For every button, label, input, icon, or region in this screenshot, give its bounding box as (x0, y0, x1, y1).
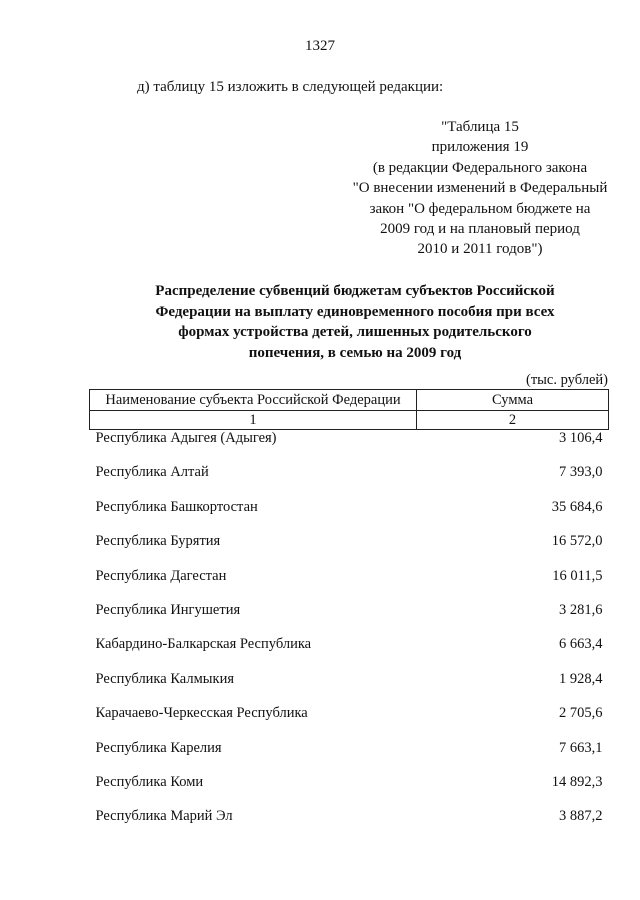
column-number: 2 (417, 411, 609, 430)
amount-cell: 1 928,4 (559, 670, 603, 687)
header-amount: Сумма (417, 390, 609, 411)
amount-cell: 16 572,0 (551, 533, 603, 550)
page-number: 1327 (305, 38, 335, 54)
region-name-cell: Республика Ингушетия (95, 601, 241, 618)
appendix-note (330, 117, 630, 260)
table-row (90, 740, 609, 774)
region-name-cell: Республика Башкортостан (95, 498, 258, 515)
amount-cell: 3 106,4 (559, 430, 603, 446)
table-row (90, 671, 609, 705)
amount-cell: 7 393,0 (559, 464, 603, 481)
units-label: (тыс. рублей) (526, 372, 608, 388)
table-row (90, 808, 609, 842)
amount-cell: 6 663,4 (559, 636, 603, 653)
appendix-note-line: 2009 год и на плановый период (380, 221, 580, 238)
appendix-note-line: (в редакции Федерального закона (372, 159, 588, 176)
document-title (110, 281, 600, 363)
region-name-cell: Республика Дагестан (95, 567, 227, 584)
appendix-note-line: "Таблица 15 (441, 119, 519, 135)
region-name-cell: Республика Алтай (95, 464, 209, 481)
amount-cell: 2 705,6 (559, 705, 603, 722)
amount-cell: 3 281,6 (559, 601, 603, 618)
table-row (90, 568, 609, 602)
table-header-row (90, 390, 609, 411)
table-row (90, 602, 609, 636)
column-number-row (90, 411, 609, 430)
appendix-note-line: закон "О федеральном бюджете на (369, 200, 591, 217)
subsidy-table (89, 389, 609, 843)
amount-cell: 14 892,3 (551, 773, 603, 790)
intro-text: д) таблицу 15 изложить в следующей редакции: (137, 79, 444, 95)
region-name-cell: Республика Калмыкия (95, 670, 234, 687)
table-row (90, 774, 609, 808)
table-body (90, 430, 609, 843)
document-title-line: Федерации на выплату единовременного пособия при всех (155, 303, 555, 320)
amount-cell: 7 663,1 (559, 739, 603, 756)
table-row (90, 430, 609, 465)
region-name-cell: Республика Коми (95, 773, 204, 790)
table-row (90, 533, 609, 567)
region-name-cell: Кабардино-Балкарская Республика (95, 636, 312, 653)
table-row (90, 705, 609, 739)
table-row (90, 636, 609, 670)
appendix-note-line: 2010 и 2011 годов") (417, 241, 543, 258)
appendix-note-line: "О внесении изменений в Федеральный (352, 180, 608, 197)
amount-cell: 3 887,2 (559, 808, 603, 825)
table-row (90, 499, 609, 533)
region-name-cell: Республика Карелия (95, 739, 222, 756)
region-name-cell: Республика Бурятия (95, 533, 221, 550)
region-name-cell: Карачаево-Черкесская Республика (95, 705, 308, 722)
header-region-name: Наименование субъекта Российской Федерации (90, 390, 417, 411)
amount-cell: 16 011,5 (552, 567, 603, 584)
document-title-line: попечения, в семью на 2009 год (248, 344, 462, 361)
document-title-line: формах устройства детей, лишенных родительского (178, 324, 532, 340)
column-number: 1 (90, 411, 417, 430)
region-name-cell: Республика Марий Эл (95, 808, 233, 825)
table-row (90, 464, 609, 498)
amount-cell: 35 684,6 (551, 498, 603, 515)
document-title-line: Распределение субвенций бюджетам субъектов Российской (155, 283, 555, 299)
region-name-cell: Республика Адыгея (Адыгея) (95, 430, 277, 446)
appendix-note-line: приложения 19 (431, 139, 529, 156)
